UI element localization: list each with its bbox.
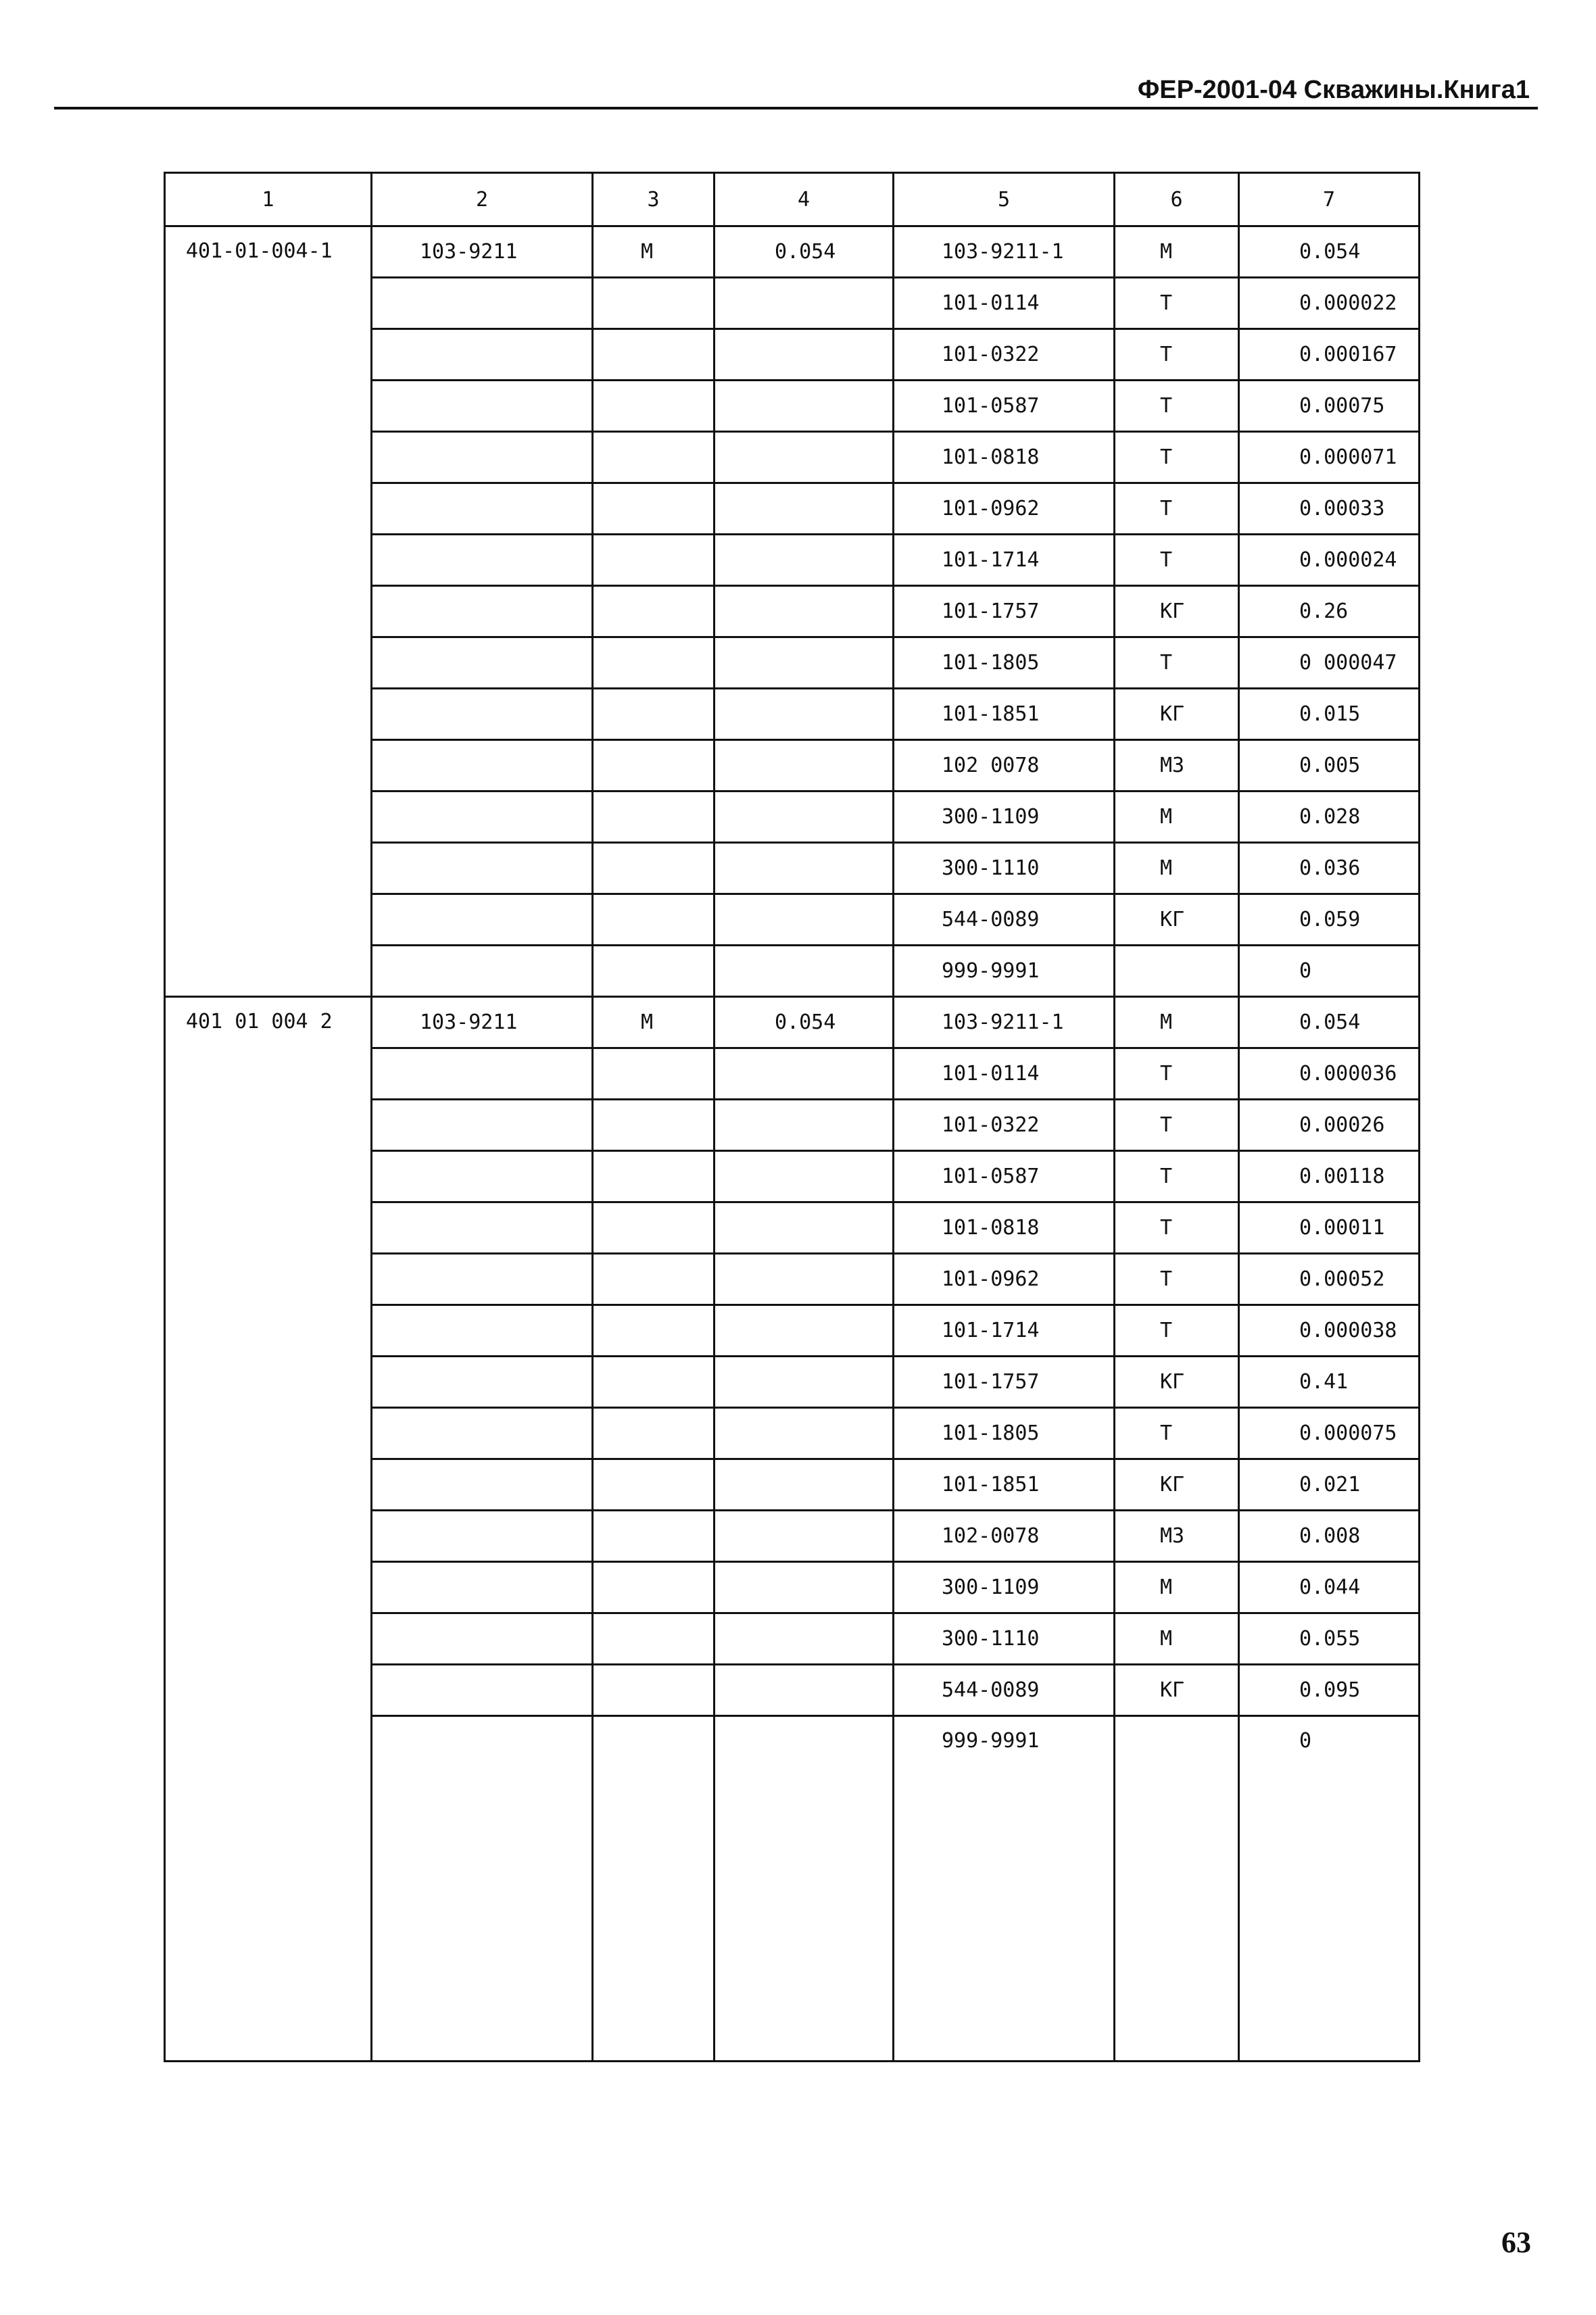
material-code-cell: 101-0818 <box>894 1202 1115 1254</box>
quantity-cell <box>715 432 894 483</box>
material-code-cell: 101-0322 <box>894 329 1115 381</box>
material-value-cell: 0.054 <box>1239 997 1420 1048</box>
resource-cell: 103-9211 <box>372 997 593 1048</box>
unit-cell <box>593 1408 715 1459</box>
material-value-cell: 0.015 <box>1239 689 1420 740</box>
quantity-cell <box>715 483 894 535</box>
material-code-cell: 101-1757 <box>894 586 1115 637</box>
material-code-cell: 102-0078 <box>894 1511 1115 1562</box>
unit-cell <box>593 1562 715 1613</box>
material-code-cell: 999-9991 <box>894 1716 1115 2062</box>
document-title: ФЕР-2001-04 Скважины.Книга1 <box>1137 76 1530 104</box>
material-unit-cell: Т <box>1115 535 1239 586</box>
material-unit-cell: Т <box>1115 1202 1239 1254</box>
material-value-cell: 0.059 <box>1239 894 1420 946</box>
material-value-cell: 0.00075 <box>1239 381 1420 432</box>
unit-cell <box>593 432 715 483</box>
resource-cell <box>372 1151 593 1202</box>
resource-cell <box>372 432 593 483</box>
resource-cell: 103-9211 <box>372 226 593 278</box>
material-value-cell: 0.00052 <box>1239 1254 1420 1305</box>
material-value-cell: 0.000022 <box>1239 278 1420 329</box>
unit-cell <box>593 1511 715 1562</box>
material-unit-cell: Т <box>1115 483 1239 535</box>
resource-cell <box>372 1459 593 1511</box>
unit-cell <box>593 1716 715 2062</box>
unit-cell <box>593 1254 715 1305</box>
material-unit-cell: М <box>1115 1562 1239 1613</box>
resource-cell <box>372 329 593 381</box>
column-header: 4 <box>715 173 894 226</box>
unit-cell <box>593 689 715 740</box>
quantity-cell <box>715 1408 894 1459</box>
quantity-cell <box>715 1151 894 1202</box>
material-unit-cell: М <box>1115 791 1239 843</box>
quantity-cell <box>715 894 894 946</box>
material-unit-cell: КГ <box>1115 1459 1239 1511</box>
material-unit-cell: Т <box>1115 329 1239 381</box>
material-value-cell: 0.000038 <box>1239 1305 1420 1357</box>
table-row <box>165 226 1420 278</box>
quantity-cell <box>715 381 894 432</box>
column-header: 1 <box>165 173 372 226</box>
material-value-cell: 0.000036 <box>1239 1048 1420 1100</box>
unit-cell <box>593 535 715 586</box>
material-code-cell: 102 0078 <box>894 740 1115 791</box>
material-code-cell: 101-1714 <box>894 1305 1115 1357</box>
material-value-cell: 0 000047 <box>1239 637 1420 689</box>
material-value-cell: 0.005 <box>1239 740 1420 791</box>
quantity-cell <box>715 1716 894 2062</box>
unit-cell <box>593 1357 715 1408</box>
unit-cell <box>593 894 715 946</box>
material-value-cell: 0.000024 <box>1239 535 1420 586</box>
material-unit-cell: Т <box>1115 637 1239 689</box>
material-code-cell: 101-1757 <box>894 1357 1115 1408</box>
norm-code-cell: 401-01-004-1 <box>165 226 372 997</box>
resource-cell <box>372 278 593 329</box>
material-unit-cell: КГ <box>1115 894 1239 946</box>
resource-cell <box>372 1511 593 1562</box>
material-value-cell: 0.00011 <box>1239 1202 1420 1254</box>
column-header: 5 <box>894 173 1115 226</box>
quantity-cell <box>715 1613 894 1665</box>
material-value-cell: 0.41 <box>1239 1357 1420 1408</box>
column-header: 3 <box>593 173 715 226</box>
quantity-cell <box>715 1665 894 1716</box>
resource-cell <box>372 946 593 997</box>
unit-cell <box>593 329 715 381</box>
column-header: 7 <box>1239 173 1420 226</box>
material-unit-cell: Т <box>1115 1305 1239 1357</box>
material-code-cell: 101-0114 <box>894 1048 1115 1100</box>
quantity-cell <box>715 740 894 791</box>
quantity-cell: 0.054 <box>715 997 894 1048</box>
material-unit-cell <box>1115 1716 1239 2062</box>
material-unit-cell: Т <box>1115 1100 1239 1151</box>
unit-cell <box>593 483 715 535</box>
material-unit-cell: Т <box>1115 1254 1239 1305</box>
material-unit-cell: М <box>1115 226 1239 278</box>
material-value-cell: 0.055 <box>1239 1613 1420 1665</box>
resource-cell <box>372 1716 593 2062</box>
material-unit-cell: КГ <box>1115 1665 1239 1716</box>
quantity-cell <box>715 1511 894 1562</box>
resource-cell <box>372 1562 593 1613</box>
material-unit-cell: М <box>1115 1613 1239 1665</box>
material-unit-cell: КГ <box>1115 1357 1239 1408</box>
resource-cell <box>372 381 593 432</box>
resource-cell <box>372 483 593 535</box>
material-code-cell: 101-1805 <box>894 637 1115 689</box>
material-unit-cell: Т <box>1115 278 1239 329</box>
material-code-cell: 101-0587 <box>894 381 1115 432</box>
unit-cell <box>593 1202 715 1254</box>
material-value-cell: 0.000071 <box>1239 432 1420 483</box>
quantity-cell <box>715 535 894 586</box>
quantity-cell <box>715 1100 894 1151</box>
resource-cell <box>372 689 593 740</box>
resource-cell <box>372 1100 593 1151</box>
resource-cell <box>372 1408 593 1459</box>
resource-cell <box>372 1305 593 1357</box>
unit-cell <box>593 1151 715 1202</box>
material-unit-cell: М3 <box>1115 1511 1239 1562</box>
unit-cell <box>593 1665 715 1716</box>
quantity-cell <box>715 1305 894 1357</box>
unit-cell: М <box>593 226 715 278</box>
material-unit-cell: Т <box>1115 1048 1239 1100</box>
material-value-cell: 0.00118 <box>1239 1151 1420 1202</box>
material-code-cell: 101-0962 <box>894 483 1115 535</box>
material-unit-cell: Т <box>1115 1408 1239 1459</box>
material-code-cell: 101-0962 <box>894 1254 1115 1305</box>
material-value-cell: 0.054 <box>1239 226 1420 278</box>
resource-cell <box>372 1665 593 1716</box>
material-value-cell: 0.000167 <box>1239 329 1420 381</box>
quantity-cell <box>715 1459 894 1511</box>
resource-cell <box>372 535 593 586</box>
material-value-cell: 0 <box>1239 1716 1420 2062</box>
material-unit-cell: М3 <box>1115 740 1239 791</box>
quantity-cell: 0.054 <box>715 226 894 278</box>
resource-cell <box>372 894 593 946</box>
material-unit-cell: Т <box>1115 381 1239 432</box>
quantity-cell <box>715 1254 894 1305</box>
unit-cell <box>593 381 715 432</box>
norm-code-cell: 401 01 004 2 <box>165 997 372 2062</box>
resource-cell <box>372 586 593 637</box>
unit-cell <box>593 740 715 791</box>
column-header: 6 <box>1115 173 1239 226</box>
material-value-cell: 0.036 <box>1239 843 1420 894</box>
resource-cell <box>372 1357 593 1408</box>
quantity-cell <box>715 329 894 381</box>
material-unit-cell: Т <box>1115 1151 1239 1202</box>
material-code-cell: 300-1110 <box>894 1613 1115 1665</box>
material-code-cell: 999-9991 <box>894 946 1115 997</box>
material-code-cell: 101-0587 <box>894 1151 1115 1202</box>
table-header-row <box>165 173 1420 226</box>
unit-cell <box>593 1048 715 1100</box>
quantity-cell <box>715 1357 894 1408</box>
material-code-cell: 544-0089 <box>894 1665 1115 1716</box>
quantity-cell <box>715 1562 894 1613</box>
material-code-cell: 101-1805 <box>894 1408 1115 1459</box>
unit-cell <box>593 1305 715 1357</box>
material-code-cell: 101-0818 <box>894 432 1115 483</box>
quantity-cell <box>715 1202 894 1254</box>
quantity-cell <box>715 586 894 637</box>
material-value-cell: 0.095 <box>1239 1665 1420 1716</box>
resource-cell <box>372 1254 593 1305</box>
page-number: 63 <box>1501 2226 1531 2259</box>
material-code-cell: 103-9211-1 <box>894 997 1115 1048</box>
resource-cell <box>372 1202 593 1254</box>
quantity-cell <box>715 1048 894 1100</box>
material-value-cell: 0.021 <box>1239 1459 1420 1511</box>
material-code-cell: 101-1851 <box>894 689 1115 740</box>
material-code-cell: 101-0322 <box>894 1100 1115 1151</box>
material-unit-cell <box>1115 946 1239 997</box>
material-code-cell: 101-0114 <box>894 278 1115 329</box>
quantity-cell <box>715 637 894 689</box>
material-unit-cell: М <box>1115 997 1239 1048</box>
resource-table <box>164 172 1420 2062</box>
resource-cell <box>372 1613 593 1665</box>
material-value-cell: 0 <box>1239 946 1420 997</box>
unit-cell <box>593 637 715 689</box>
unit-cell <box>593 1613 715 1665</box>
quantity-cell <box>715 689 894 740</box>
material-code-cell: 300-1109 <box>894 791 1115 843</box>
quantity-cell <box>715 843 894 894</box>
material-code-cell: 544-0089 <box>894 894 1115 946</box>
table-row <box>165 997 1420 1048</box>
material-value-cell: 0.008 <box>1239 1511 1420 1562</box>
material-value-cell: 0.26 <box>1239 586 1420 637</box>
material-unit-cell: М <box>1115 843 1239 894</box>
material-code-cell: 103-9211-1 <box>894 226 1115 278</box>
material-unit-cell: Т <box>1115 432 1239 483</box>
material-value-cell: 0.00026 <box>1239 1100 1420 1151</box>
quantity-cell <box>715 278 894 329</box>
material-value-cell: 0.028 <box>1239 791 1420 843</box>
resource-cell <box>372 791 593 843</box>
unit-cell <box>593 946 715 997</box>
quantity-cell <box>715 791 894 843</box>
material-unit-cell: КГ <box>1115 689 1239 740</box>
material-code-cell: 300-1109 <box>894 1562 1115 1613</box>
material-value-cell: 0.000075 <box>1239 1408 1420 1459</box>
column-header: 2 <box>372 173 593 226</box>
unit-cell <box>593 843 715 894</box>
material-value-cell: 0.044 <box>1239 1562 1420 1613</box>
resource-cell <box>372 843 593 894</box>
header-divider <box>54 107 1538 109</box>
material-unit-cell: КГ <box>1115 586 1239 637</box>
unit-cell: М <box>593 997 715 1048</box>
quantity-cell <box>715 946 894 997</box>
material-value-cell: 0.00033 <box>1239 483 1420 535</box>
resource-cell <box>372 637 593 689</box>
unit-cell <box>593 791 715 843</box>
unit-cell <box>593 1459 715 1511</box>
unit-cell <box>593 1100 715 1151</box>
material-code-cell: 101-1714 <box>894 535 1115 586</box>
unit-cell <box>593 586 715 637</box>
resource-cell <box>372 740 593 791</box>
material-code-cell: 101-1851 <box>894 1459 1115 1511</box>
unit-cell <box>593 278 715 329</box>
resource-cell <box>372 1048 593 1100</box>
material-code-cell: 300-1110 <box>894 843 1115 894</box>
